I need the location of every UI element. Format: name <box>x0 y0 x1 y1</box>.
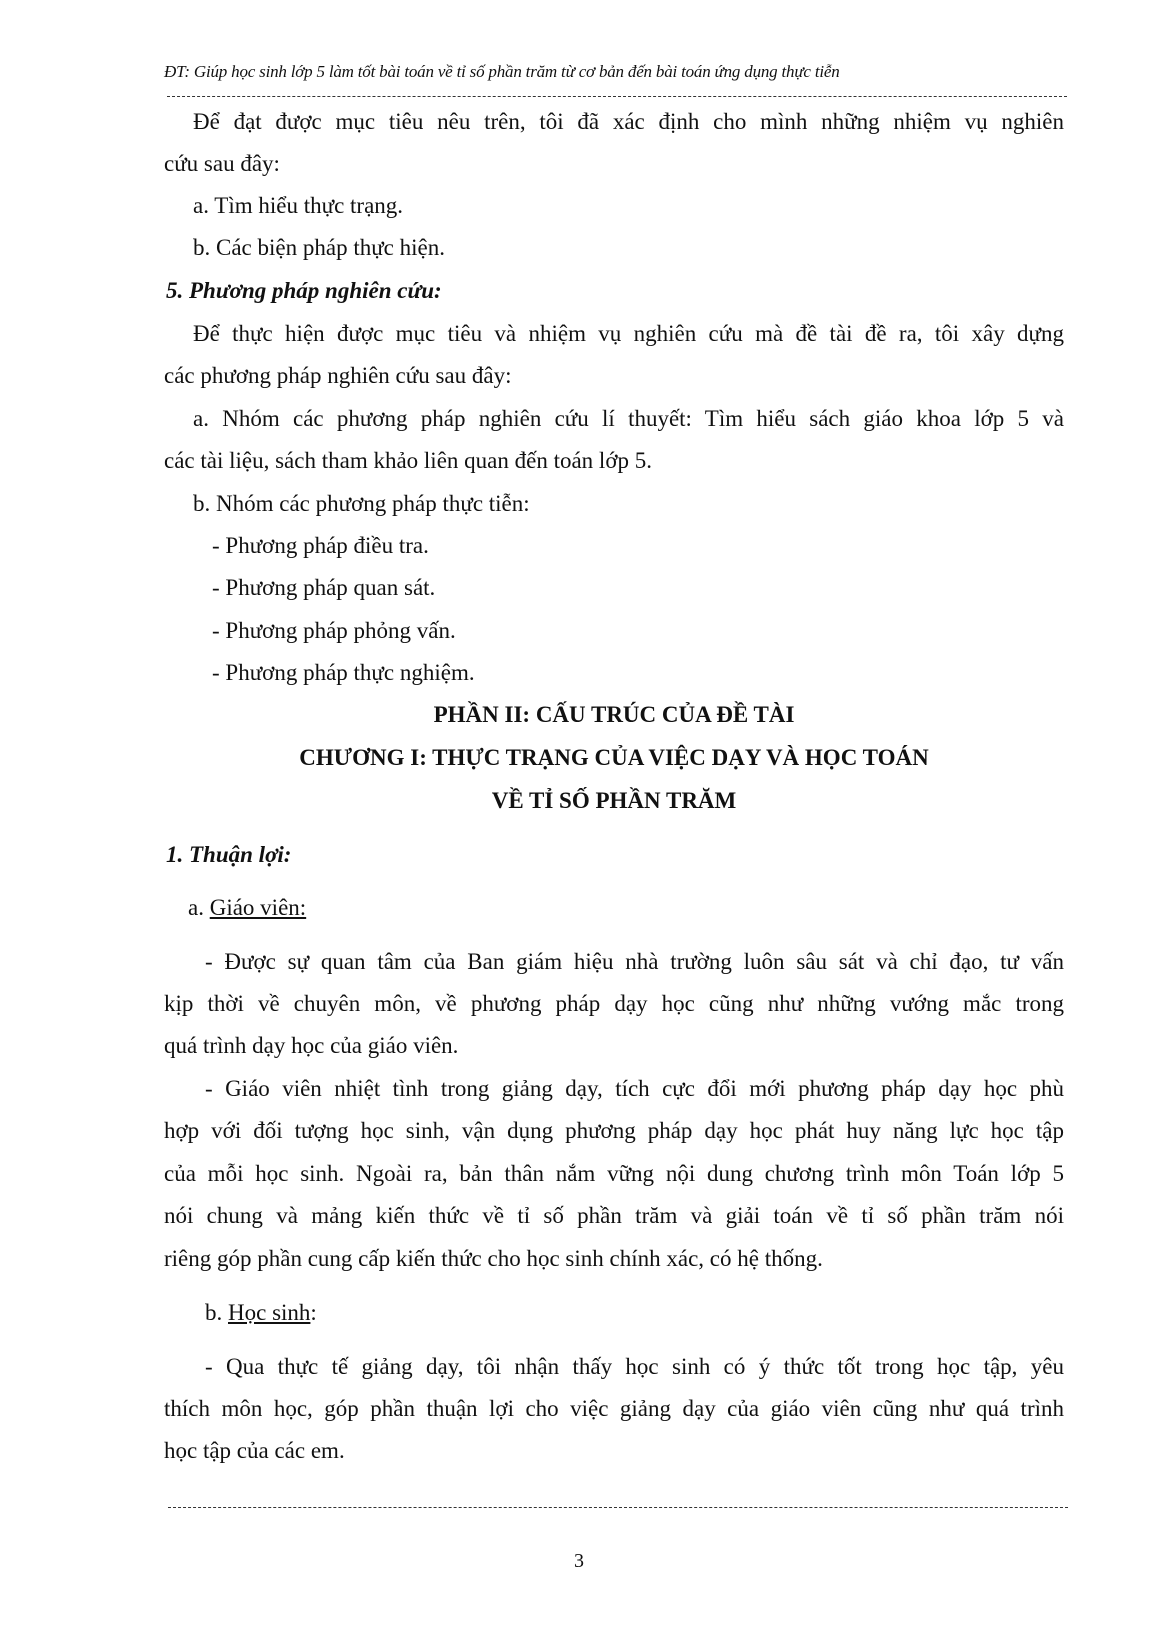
paragraph-line: Để đạt được mục tiêu nêu trên, tôi đã xác định cho mình những nhiệm vụ nghiên <box>193 109 1064 134</box>
paragraph-line: thích môn học, góp phần thuận lợi cho việc giảng dạy của giáo viên cũng như quá trình <box>164 1396 1064 1421</box>
paragraph-line: các tài liệu, sách tham khảo liên quan đến toán lớp 5. <box>164 448 652 473</box>
paragraph-line: a. Nhóm các phương pháp nghiên cứu lí thuyết: Tìm hiểu sách giáo khoa lớp 5 và <box>193 406 1064 431</box>
paragraph-line: của mỗi học sinh. Ngoài ra, bản thân nắm vững nội dung chương trình môn Toán lớp 5 <box>164 1161 1064 1186</box>
paragraph-line: b. Nhóm các phương pháp thực tiễn: <box>193 491 530 516</box>
header-divider <box>167 96 1067 97</box>
subheading-suffix: : <box>310 1300 317 1325</box>
paragraph-line: Để thực hiện được mục tiêu và nhiệm vụ nghiên cứu mà đề tài đề ra, tôi xây dựng <box>193 321 1064 346</box>
subheading <box>188 893 306 923</box>
subheading-label: Học sinh <box>228 1300 311 1325</box>
paragraph-line: nói chung và mảng kiến thức về tỉ số phần trăm và giải toán về tỉ số phần trăm nói <box>164 1203 1064 1228</box>
paragraph-line: riêng góp phần cung cấp kiến thức cho học sinh chính xác, có hệ thống. <box>164 1246 823 1271</box>
section-heading: 1. Thuận lợi: <box>166 842 292 867</box>
page-number: 3 <box>574 1550 584 1572</box>
subheading-prefix: a. <box>188 895 210 920</box>
chapter-heading: CHƯƠNG I: THỰC TRẠNG CỦA VIỆC DẠY VÀ HỌC TOÁN <box>299 745 929 770</box>
paragraph-line: cứu sau đây: <box>164 151 280 176</box>
paragraph-line: quá trình dạy học của giáo viên. <box>164 1033 459 1058</box>
subheading <box>205 1298 317 1328</box>
paragraph-line: b. Các biện pháp thực hiện. <box>193 235 445 260</box>
section-heading: 5. Phương pháp nghiên cứu: <box>166 278 442 303</box>
paragraph-line: - Giáo viên nhiệt tình trong giảng dạy, tích cực đổi mới phương pháp dạy học phù <box>205 1076 1064 1101</box>
list-item: - Phương pháp quan sát. <box>212 575 436 600</box>
footer-divider <box>168 1507 1068 1508</box>
paragraph-line: a. Tìm hiểu thực trạng. <box>193 193 404 218</box>
paragraph-line: hợp với đối tượng học sinh, vận dụng phương pháp dạy học phát huy năng lực học tập <box>164 1118 1064 1143</box>
chapter-heading-line2: VỀ TỈ SỐ PHẦN TRĂM <box>491 788 737 813</box>
paragraph-line: các phương pháp nghiên cứu sau đây: <box>164 363 512 388</box>
part-heading: PHẦN II: CẤU TRÚC CỦA ĐỀ TÀI <box>433 702 795 727</box>
subheading-label: Giáo viên: <box>209 895 307 920</box>
paragraph-line: - Qua thực tế giảng dạy, tôi nhận thấy học sinh có ý thức tốt trong học tập, yêu <box>205 1354 1064 1379</box>
subheading-prefix: b. <box>205 1300 228 1325</box>
list-item: - Phương pháp thực nghiệm. <box>212 660 475 685</box>
paragraph-line: học tập của các em. <box>164 1438 345 1463</box>
list-item: - Phương pháp điều tra. <box>212 533 429 558</box>
list-item: - Phương pháp phỏng vấn. <box>212 618 456 643</box>
paragraph-line: kịp thời về chuyên môn, về phương pháp dạy học cũng như những vướng mắc trong <box>164 991 1064 1016</box>
paragraph-line: - Được sự quan tâm của Ban giám hiệu nhà trường luôn sâu sát và chỉ đạo, tư vấn <box>205 949 1064 974</box>
running-header: ĐT: Giúp học sinh lớp 5 làm tốt bài toán về tỉ số phần trăm từ cơ bản đến bài toán ứng dụng thực tiễn <box>164 62 840 81</box>
